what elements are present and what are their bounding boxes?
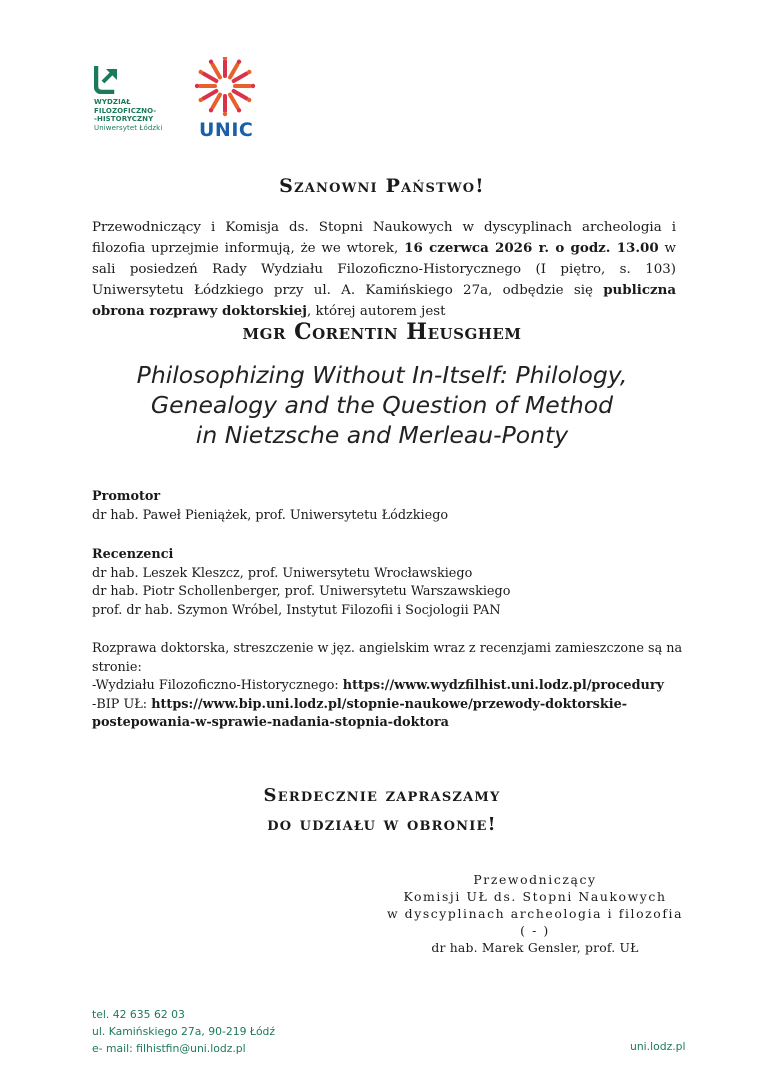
signature-line: w dyscyplinach archeologia i filozofia [386, 906, 684, 921]
reviewers-section [92, 546, 692, 620]
unic-burst-dot [195, 84, 199, 88]
bip-link[interactable]: https://www.bip.uni.lodz.pl/stopnie-naukowe/przewody-doktorskie-postepowania-w-sprawie-nadania-stopnia-doktora [92, 696, 628, 731]
thesis-title-line: Philosophizing Without In-Itself: Philology, [136, 361, 628, 389]
faculty-logo-icon [94, 66, 120, 94]
faculty-logo-line: WYDZIAŁ [94, 98, 131, 106]
reviewer-item: prof. dr hab. Szymon Wróbel, Instytut Filozofii i Socjologii PAN [92, 602, 501, 618]
unic-burst-dot [199, 70, 203, 74]
footer-address: ul. Kamińskiego 27a, 90-219 Łódź [92, 1025, 276, 1038]
links-section [92, 640, 692, 733]
links-intro: Rozprawa doktorska, streszczenie w jęz. angielskim wraz z recenzjami zamieszczone są na stronie: [92, 641, 683, 675]
defense-event: publiczna obrona rozprawy doktorskiej [92, 282, 676, 319]
footer-contact [92, 1006, 275, 1057]
thesis-title-line: in Nietzsche and Merleau-Ponty [195, 421, 569, 449]
invitation-line: Serdecznie zapraszamy [263, 785, 501, 806]
signature-block [380, 871, 690, 956]
footer-website[interactable]: uni.lodz.pl [630, 1040, 686, 1053]
promotor-section [92, 488, 692, 525]
unic-burst-dot [223, 112, 227, 116]
unic-burst-ray [230, 64, 238, 77]
unic-logo [193, 57, 257, 143]
unic-burst-dot [199, 98, 203, 102]
bip-link-label: -BIP UŁ: [92, 696, 152, 712]
intro-text: Przewodniczący i Komisja ds. Stopni Naukowych w dyscyplinach archeologia i filozofia uprzejmie informują, że we wtorek, [92, 220, 676, 256]
invitation [0, 781, 764, 839]
signature-line: Komisji UŁ ds. Stopni Naukowych [403, 889, 667, 904]
unic-burst-icon [193, 57, 257, 119]
unic-burst-ray [203, 74, 216, 82]
reviewers-heading: Recenzenci [92, 547, 174, 562]
thesis-title [0, 360, 764, 450]
promotor-heading: Promotor [92, 489, 161, 504]
unic-burst-dot [251, 84, 255, 88]
unic-logo-text: UNIC [199, 119, 254, 141]
unic-burst-ray [234, 91, 247, 99]
invitation-line: do udziału w obronie! [267, 814, 497, 835]
signature-line: ( - ) [520, 923, 550, 938]
unic-burst-ray [234, 74, 247, 82]
author-name: mgr Corentin Heusghem [242, 319, 522, 345]
unic-burst-dot [209, 108, 213, 112]
reviewer-item: dr hab. Leszek Kleszcz, prof. Uniwersytetu Wrocławskiego [92, 565, 473, 581]
intro-text: w sali posiedzeń Rady Wydziału Filozoficzno-Historycznego (I piętro, s. 103) Uniwersytetu Łódzkiego przy ul. A. Kamińskiego 27a, odbędzie się [92, 241, 676, 298]
faculty-logo [90, 66, 170, 136]
faculty-logo-text [94, 98, 162, 132]
unic-burst-ray [230, 95, 238, 108]
faculty-logo-line: -HISTORYCZNY [94, 115, 154, 123]
signature-line: Przewodniczący [473, 872, 597, 887]
faculty-link-line [92, 677, 692, 696]
faculty-link[interactable]: https://www.wydzfilhist.uni.lodz.pl/procedury [342, 678, 664, 694]
unic-burst-ray [213, 95, 221, 108]
intro-paragraph [92, 217, 676, 322]
unic-burst-dot [223, 57, 227, 60]
unic-burst-dot [247, 98, 251, 102]
promotor-name: dr hab. Paweł Pieniążek, prof. Uniwersytetu Łódzkiego [92, 507, 449, 523]
faculty-link-label: -Wydziału Filozoficzno-Historycznego: [92, 678, 343, 694]
unic-burst-dot [237, 108, 241, 112]
page-title: Szanowni Państwo! [279, 175, 485, 197]
faculty-logo-line: FILOZOFICZNO- [94, 106, 157, 115]
faculty-logo-university: Uniwersytet Łódzki [94, 123, 163, 132]
thesis-title-line: Genealogy and the Question of Method [150, 391, 614, 419]
unic-burst-dot [237, 60, 241, 64]
bip-link-line [92, 696, 692, 733]
defense-date: 16 czerwca 2026 r. o godz. 13.00 [404, 240, 659, 256]
unic-burst-ray [203, 91, 216, 99]
unic-burst-ray [213, 64, 221, 77]
footer-phone: tel. 42 635 62 03 [92, 1008, 185, 1021]
unic-burst-dot [247, 70, 251, 74]
intro-text: , której autorem jest [307, 304, 446, 319]
signature-name: dr hab. Marek Gensler, prof. UŁ [431, 940, 639, 955]
unic-burst-dot [209, 60, 213, 64]
footer-email[interactable]: e- mail: filhistfin@uni.lodz.pl [92, 1042, 246, 1055]
reviewer-item: dr hab. Piotr Schollenberger, prof. Uniwersytetu Warszawskiego [92, 584, 511, 600]
